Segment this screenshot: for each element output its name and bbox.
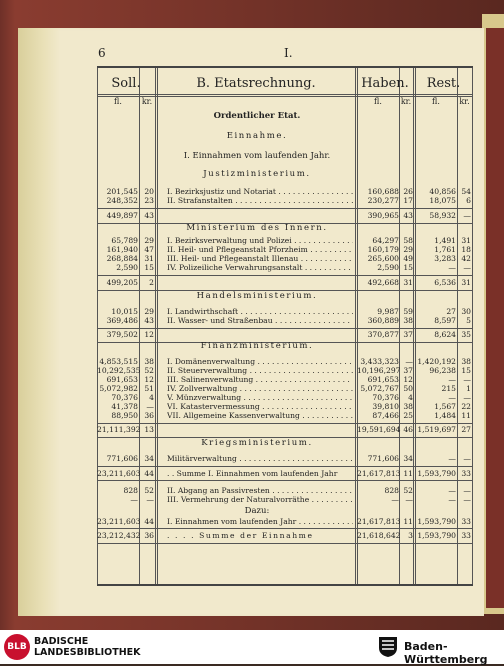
table-row: 4,853,515 38 I. Domänenverwaltung . . . 3,433,323 — 1,420,192 38: [97, 357, 473, 367]
sum-row: 23,211,603 44 . . Summe I. Einnahmen vom laufenden Jahr 21,617,813 11 1,593,790 33: [97, 469, 471, 478]
heading-einnahme: Einnahme.: [226, 131, 288, 141]
heading-ministerium-innern: Ministerium des Innern.: [186, 223, 328, 233]
heading-ordentlicher-etat: Ordentlicher Etat.: [213, 111, 301, 121]
heading-laufendes-jahr: I. Einnahmen vom laufenden Jahr.: [183, 151, 331, 161]
table-row: 369,486 43 II. Wasser- und Straßenbau . . . 360,889 38 8,597 5: [97, 316, 473, 326]
blb-logo-icon: BLB: [4, 634, 30, 660]
heading-kriegsministerium: Kriegsministerium.: [201, 438, 313, 448]
unit-fl: fl.: [374, 97, 382, 106]
header-rest: Rest.: [426, 76, 461, 91]
table-row: 88,950 36 VII. Allgemeine Kassenverwaltung . . . 87,466 25 1,484 11: [97, 411, 473, 421]
section-number: I.: [284, 46, 293, 60]
table-row: 248,352 23 II. Strafanstalten . . . 230,277 17 18,075 6: [97, 196, 473, 206]
table-row: 161,940 47 II. Heil- und Pflegeanstalt Pforzheim . . . 160,179 29 1,761 18: [97, 245, 473, 255]
unit-kr: kr.: [141, 97, 153, 106]
blb-name: BADISCHE LANDESBIBLIOTHEK: [34, 636, 141, 658]
table-row: 23,211,603 44 I. Einnahmen vom laufenden Jahr . . . 21,617,813 11 1,593,790 33: [97, 517, 473, 527]
total-row: 23,212,432 36 . . . . Summe der Einnahme 21,618,642 3 1,593,790 33: [97, 531, 471, 540]
unit-fl: fl.: [114, 97, 122, 106]
table-row: 2,590 15 IV. Polizeiliche Verwahrungsanstalt . . . 2,590 15 — —: [97, 263, 473, 273]
header-title: B. Etatsrechnung.: [196, 76, 316, 91]
table-row: 771,606 34 Militärverwaltung . . . 771,606 34 — —: [97, 454, 473, 464]
table-row: 10,015 29 I. Landwirthschaft . . . 9,987 59 27 30: [97, 307, 473, 317]
header-soll: Soll.: [111, 76, 141, 91]
unit-fl: fl.: [432, 97, 440, 106]
table-row: 10,292,535 52 II. Steuerverwaltung . . . 10,196,297 37 96,238 15: [97, 366, 473, 376]
page-number: 6: [98, 46, 106, 60]
heading-justizministerium: Justizministerium.: [203, 169, 311, 179]
table-row: — — III. Vermehrung der Naturalvorräthe . . . — — — —: [97, 495, 473, 505]
subtotal-row: 499,205 2 492,668 31 6,536 31: [106, 278, 471, 287]
baden-wuerttemberg-crest-icon: [378, 636, 398, 658]
table-row: 41,378 — VI. Katastervermessung . . . 39,810 38 1,567 22: [97, 402, 473, 412]
table-row: 828 52 II. Abgang an Passivresten . . . 828 52 — —: [97, 486, 473, 496]
subtotal-row: 449,897 43 390,965 43 58,932 —: [106, 211, 471, 220]
subtotal-row: 21,111,392 13 19,591,694 46 1,519,697 27: [97, 425, 471, 434]
unit-kr: kr.: [459, 97, 470, 106]
budget-table: [97, 66, 473, 586]
header-haben: Haben.: [361, 76, 409, 91]
table-row: 5,072,982 51 IV. Zollverwaltung . . . 5,072,767 50 215 1: [97, 384, 473, 394]
table-row: 201,545 20 I. Bezirksjustiz und Notariat . . . 160,688 26 40,856 54: [97, 187, 473, 197]
bw-name: Baden-Württemberg: [404, 640, 488, 666]
cover-edge: [486, 28, 504, 608]
heading-handelsministerium: Handelsministerium.: [196, 291, 318, 301]
page-gutter: [18, 28, 60, 616]
table-row: 70,376 4 V. Münzverwaltung . . . 70,376 4 — —: [97, 393, 473, 403]
table-row: 691,653 12 III. Salinenverwaltung . . . 691,653 12 — —: [97, 375, 473, 385]
unit-kr: kr.: [400, 97, 412, 106]
subtotal-row: 379,502 12 370,877 37 8,624 35: [106, 330, 471, 339]
table-row: 65,789 29 I. Bezirksverwaltung und Polizei . . . 64,297 58 1,491 31: [97, 236, 473, 246]
heading-dazu: Dazu:: [244, 506, 270, 516]
footer-bar: [0, 630, 504, 664]
heading-finanzministerium: Finanzministerium.: [200, 341, 314, 351]
table-row: 268,884 31 III. Heil- und Pflegeanstalt Illenau . . . 265,600 49 3,283 42: [97, 254, 473, 264]
